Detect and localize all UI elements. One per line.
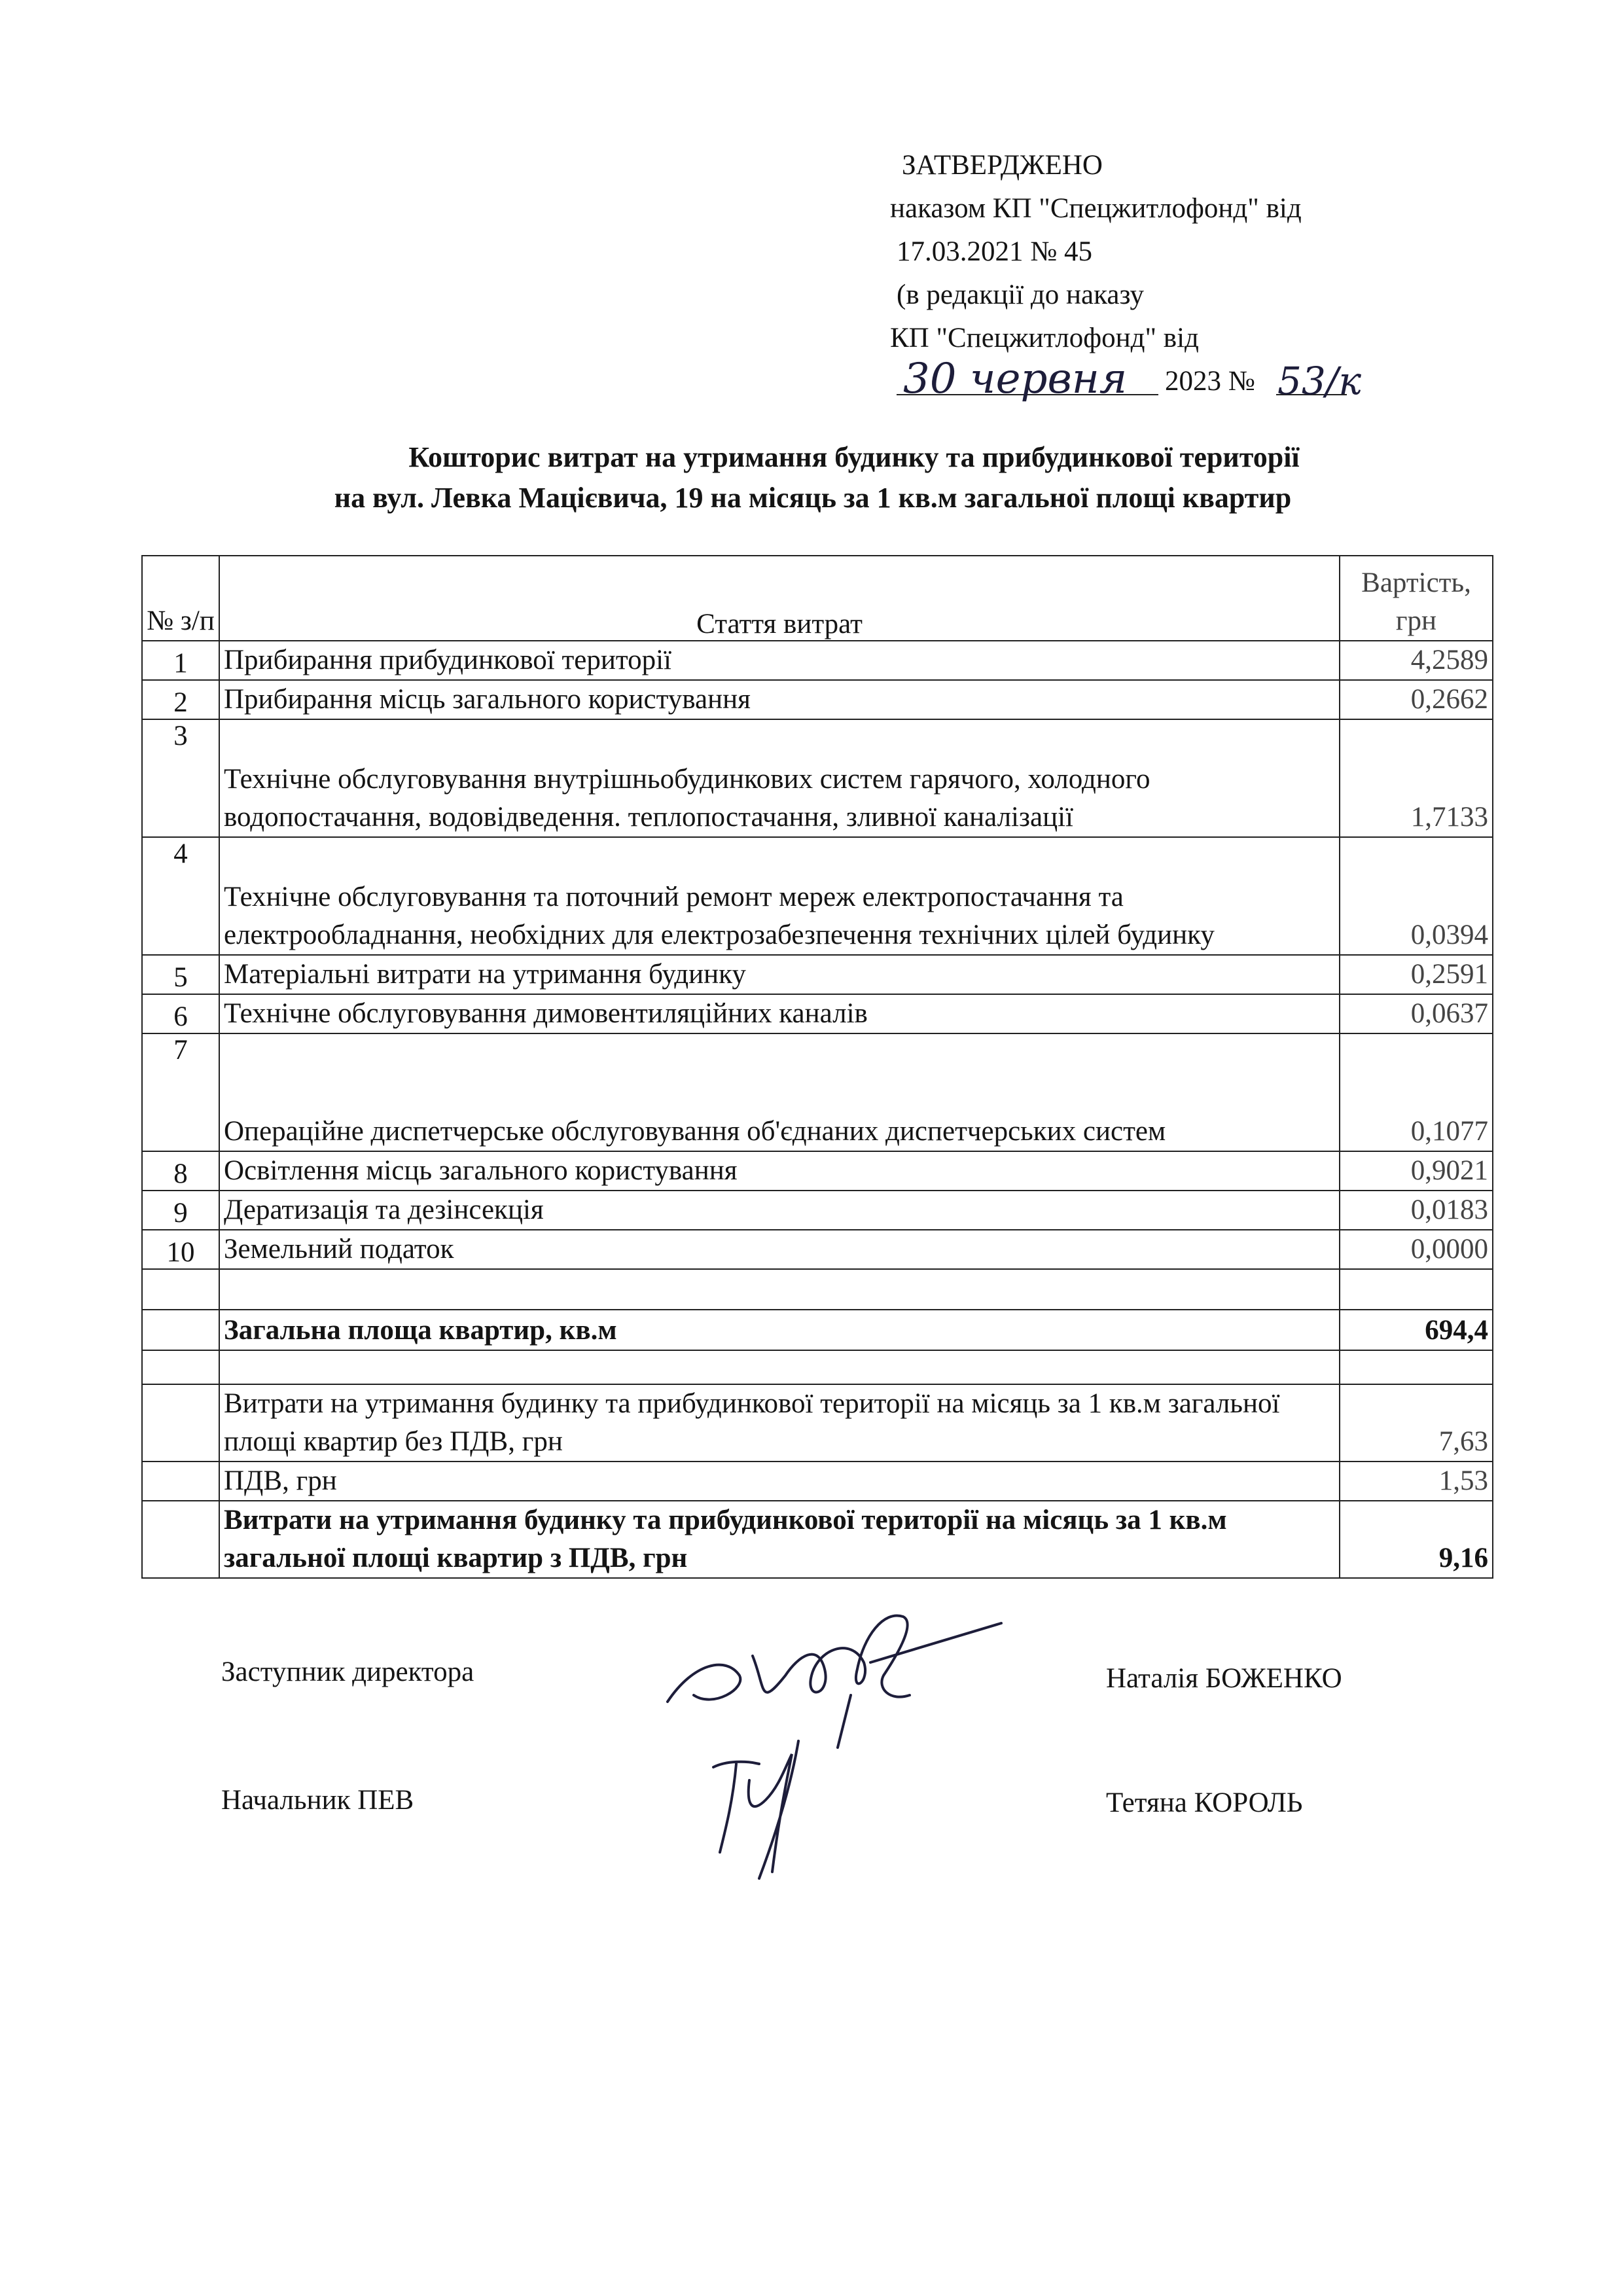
row-number: 4	[142, 837, 219, 955]
row-amount: 0,0637	[1340, 994, 1493, 1033]
table-row	[142, 1033, 1493, 1151]
row-amount: 0,0183	[1340, 1191, 1493, 1230]
row-item: Технічне обслуговування внутрішньобудинкових систем гарячого, холодного водопостачання, водовідведення. теплопостачання, зливної каналізації	[219, 719, 1340, 837]
cost-no-vat-value: 7,63	[1340, 1384, 1493, 1462]
handwritten-number	[1275, 340, 1366, 412]
svg-text:53/к: 53/к	[1277, 359, 1361, 403]
cost-with-vat-label: Витрати на утримання будинку та прибудинкової території на місяць за 1 кв.м загальної площі квартир з ПДВ, грн	[219, 1501, 1340, 1578]
approval-company-line: КП "Спецжитлофонд" від	[890, 323, 1199, 353]
header-amount: Вартість, грн	[1340, 556, 1493, 641]
approval-order-date: 17.03.2021 № 45	[897, 236, 1093, 267]
cost-no-vat-row	[142, 1384, 1493, 1462]
table-row	[142, 641, 1493, 680]
table-body	[142, 641, 1493, 1269]
header-num: № з/п	[142, 556, 219, 641]
row-amount: 0,1077	[1340, 1033, 1493, 1151]
vat-label: ПДВ, грн	[219, 1462, 1340, 1501]
row-number: 7	[142, 1033, 219, 1151]
row-amount: 1,7133	[1340, 719, 1493, 837]
row-amount: 0,2662	[1340, 680, 1493, 719]
cost-no-vat-label: Витрати на утримання будинку та прибудинкової території на місяць за 1 кв.м загальної площі квартир без ПДВ, грн	[219, 1384, 1340, 1462]
total-area-row	[142, 1310, 1493, 1350]
row-number: 6	[142, 994, 219, 1033]
row-amount: 0,0394	[1340, 837, 1493, 955]
row-number: 1	[142, 641, 219, 680]
handwritten-date	[890, 340, 1165, 406]
blank-row	[142, 1350, 1493, 1384]
table-row	[142, 680, 1493, 719]
row-amount: 0,2591	[1340, 955, 1493, 994]
vat-value: 1,53	[1340, 1462, 1493, 1501]
row-item: Матеріальні витрати на утримання будинку	[219, 955, 1340, 994]
cost-table	[141, 555, 1493, 1579]
approval-revision-line: (в редакції до наказу	[897, 279, 1145, 310]
document-title	[0, 437, 1623, 518]
table-row	[142, 1230, 1493, 1269]
header-item: Стаття витрат	[219, 556, 1340, 641]
row-item: Земельний податок	[219, 1230, 1340, 1269]
row-number: 5	[142, 955, 219, 994]
row-amount: 4,2589	[1340, 641, 1493, 680]
row-item: Технічне обслуговування димовентиляційних каналів	[219, 994, 1340, 1033]
table-row	[142, 1191, 1493, 1230]
signer-1-name: Наталія БОЖЕНКО	[1106, 1663, 1342, 1694]
signer-2-name: Тетяна КОРОЛЬ	[1106, 1787, 1303, 1818]
signature-2	[700, 1728, 831, 1885]
total-area-value: 694,4	[1340, 1310, 1493, 1350]
row-number: 3	[142, 719, 219, 837]
revision-year-no: 2023 №	[1165, 366, 1255, 397]
signer-1-position: Заступник директора	[221, 1657, 474, 1687]
row-item: Операційне диспетчерське обслуговування об'єднаних диспетчерських систем	[219, 1033, 1340, 1151]
cost-with-vat-row	[142, 1501, 1493, 1578]
row-number: 10	[142, 1230, 219, 1269]
table-row	[142, 994, 1493, 1033]
row-item: Дератизація та дезінсекція	[219, 1191, 1340, 1230]
row-item: Освітлення місць загального користування	[219, 1151, 1340, 1191]
approval-block	[890, 144, 1361, 403]
table-row	[142, 719, 1493, 837]
row-number: 9	[142, 1191, 219, 1230]
row-item: Прибирання місць загального користування	[219, 680, 1340, 719]
table-header-row	[142, 556, 1493, 641]
approval-order-line: наказом КП "Спецжитлофонд" від	[890, 193, 1302, 224]
row-number: 8	[142, 1151, 219, 1191]
approval-heading: ЗАТВЕРДЖЕНО	[902, 150, 1103, 181]
title-line-1: Кошторис витрат на утримання будинку та прибудинкової території	[408, 441, 1300, 473]
title-line-2: на вул. Левка Мацієвича, 19 на місяць за 1 кв.м загальної площі квартир	[334, 482, 1292, 514]
table-row	[142, 837, 1493, 955]
row-number: 2	[142, 680, 219, 719]
cost-with-vat-value: 9,16	[1340, 1501, 1493, 1578]
table-row	[142, 1151, 1493, 1191]
svg-text:30 червня: 30 червня	[903, 355, 1128, 403]
row-amount: 0,0000	[1340, 1230, 1493, 1269]
blank-row	[142, 1269, 1493, 1310]
row-item: Прибирання прибудинкової території	[219, 641, 1340, 680]
total-area-label: Загальна площа квартир, кв.м	[219, 1310, 1340, 1350]
signer-2-position: Начальник ПЕВ	[221, 1785, 414, 1816]
row-item: Технічне обслуговування та поточний ремонт мереж електропостачання та електрообладнання, необхідних для електрозабезпечення технічних цілей будинку	[219, 837, 1340, 955]
vat-row	[142, 1462, 1493, 1501]
approval-revision-date	[890, 355, 1361, 403]
table-row	[142, 955, 1493, 994]
row-amount: 0,9021	[1340, 1151, 1493, 1191]
